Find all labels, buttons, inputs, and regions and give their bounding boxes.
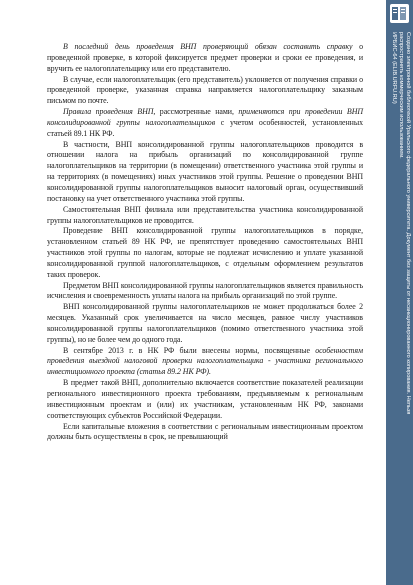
- paragraph: [47, 302, 363, 345]
- paragraph: [47, 422, 363, 444]
- body-text: Если капитальные вложения в соответствии с региональным инвестиционным проектом должны быть осуществлены в срок, не превышающий: [47, 421, 363, 442]
- italic-text: В последний день проведения ВНП проверяющий обязан составить справку: [63, 42, 353, 51]
- side-banner-line-2: ИРБИС-64 (ELIB.URFU.RU): [391, 32, 397, 104]
- document-body: [47, 42, 363, 443]
- body-text: Предметом ВНП консолидированной группы налогоплательщиков является правильность исчисления и своевременность уплаты налога на прибыль организаций по этой группе.: [47, 280, 363, 301]
- body-text: Проведение ВНП консолидированной группы налогоплательщиков в порядке, установленном статьей 89 НК РФ, не препятствует проведению самостоятельных ВНП участников этой группы по налогам, которые не подлежат исчислению и уплате указанной консолидированной группой налогоплательщиков, с отдельным оформлением результатов таких проверок.: [47, 226, 363, 279]
- body-text: о проведенной проверке, в которой фиксируется предмет проверки и сроки ее проведения, и вручить ее налогоплательщику или его представителю.: [47, 42, 363, 73]
- paragraph: [47, 378, 363, 421]
- paragraph: [47, 140, 363, 205]
- body-text: В сентябре 2013 г. в НК РФ были внесены нормы, посвященные: [63, 345, 316, 355]
- body-text: В частности, ВНП консолидированной группы налогоплательщиков проводится в отношении налога на прибыль организаций по консолидированной группе налогоплательщиков на территории (в помещении) ответственного участника этой группы и на территориях (в помещениях) иных участников этой группы. Решение о проведении ВНП консолидированной группы налогоплательщиков выносит налоговый орган, осуществивший постановку на учет ответственного участника этой группы.: [47, 139, 363, 203]
- body-text: В предмет такой ВНП, дополнительно включается соответствие показателей реализации регионального инвестиционного проекта требованиям, предъявляемым к региональным инвестиционным проектам и (или) их участникам, установленным НК РФ, законами соответствующих субъектов Российской Федерации.: [47, 378, 363, 420]
- italic-text: особенностям проведения выездной налоговой проверки налогоплательщика - участника регионального инвестиционного проекта (статья 89.2 НК РФ).: [47, 345, 363, 377]
- side-banner-text: [388, 32, 411, 422]
- body-text: ВНП консолидированной группы налогоплательщиков не может продолжаться более 2 месяцев. Указанный срок увеличивается на число месяцев, равное числу участников консолидированной группы налогоплательщиков (помимо ответственного участника этой группы), но не более чем до одного года.: [47, 302, 363, 344]
- paragraph: [47, 226, 363, 280]
- italic-text: применяются при проведении ВНП консолидированной группы налогоплательщиков: [47, 107, 363, 127]
- paragraph: [47, 346, 363, 379]
- side-banner-line-1: Создано электронной библиотекой Уральского федерального университета. Документ без защиты от несанкционированного копирования. Нельзя распространять коммерческим использованием.: [398, 32, 411, 415]
- paragraph: [47, 107, 363, 140]
- body-text: с учетом особенностей, установленных статьей 89.1 НК РФ.: [47, 117, 364, 138]
- paragraph: [47, 75, 363, 108]
- body-text: В случае, если налогоплательщик (его представитель) уклоняется от получения справки о проведенной проверке, указанная справка направляется налогоплательщику заказным письмом по почте.: [47, 74, 363, 106]
- body-text: , рассмотренные нами,: [153, 107, 239, 117]
- body-text: Самостоятельная ВНП филиала или представительства участника консолидированной группы налогоплательщиков не проводится.: [47, 204, 363, 225]
- library-logo-icon: [390, 4, 409, 23]
- paragraph: [47, 42, 363, 75]
- paragraph: [47, 281, 363, 303]
- side-banner: [386, 0, 413, 585]
- paragraph: [47, 205, 363, 227]
- italic-text: Правила проведения ВНП: [63, 107, 154, 117]
